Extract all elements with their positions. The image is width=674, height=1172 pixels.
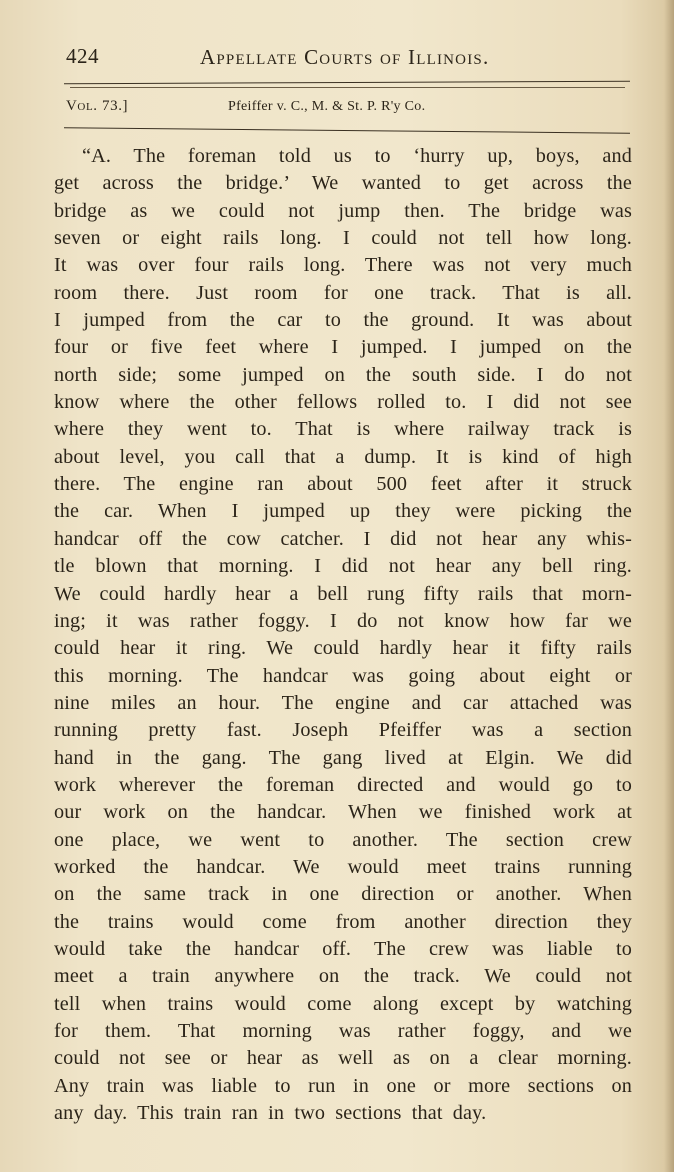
text-line: I jumped from the car to the ground. It was about [54,309,632,332]
text-line: “A. The foreman told us to ‘hurry up, boys, and [82,145,632,167]
text-line: hand in the gang. The gang lived at Elgin. We did [54,746,632,769]
text-line: four or five feet where I jumped. I jumped on the [54,336,632,359]
text-line: north side; some jumped on the south side. I do not [54,363,632,386]
text-line: could hear it ring. We could hardly hear it fifty rails [54,637,632,660]
text-line: there. The engine ran about 500 feet after it struck [54,473,632,496]
text-line: for them. That morning was rather foggy, and we [54,1020,632,1042]
text-line: one place, we went to another. The section crew [54,828,632,851]
text-line: know where the other fellows rolled to. I did not see [54,391,632,414]
text-line: running pretty fast. Joseph Pfeiffer was a section [54,719,632,742]
text-line: would take the handcar off. The crew was liable to [54,937,632,960]
text-line: We could hardly hear a bell rung fifty rails that morn- [54,582,632,605]
text-line: It was over four rails long. There was not very much [54,254,632,277]
text-line: worked the handcar. We would meet trains running [54,855,632,878]
text-line: Any train was liable to run in one or more sections on [54,1074,632,1097]
text-line: ing; it was rather foggy. I do not know how far we [54,609,632,632]
testimony-text [54,143,632,1127]
text-line: the car. When I jumped up they were picking the [54,500,632,523]
header-rule-thin [70,87,625,88]
text-line: room there. Just room for one track. That is all. [54,281,632,304]
text-line: tell when trains would come along except by watching [54,992,632,1015]
page-edge-shadow [664,0,674,1172]
text-line: could not see or hear as well as on a clear morning. [54,1047,632,1070]
running-head [66,44,626,74]
text-line: the trains would come from another direction they [54,910,632,933]
text-line: get across the bridge.’ We wanted to get across the [54,172,632,195]
text-line: seven or eight rails long. I could not tell how long. [54,227,632,250]
text-line: this morning. The handcar was going about eight or [54,664,632,687]
running-head-title: Appellate Courts of Illinois. [200,45,490,69]
text-line: handcar off the cow catcher. I did not hear any whis- [54,527,632,550]
volume-label: Vol. 73.] [66,98,129,114]
case-title: Pfeiffer v. C., M. & St. P. R'y Co. [228,99,426,114]
text-line: on the same track in one direction or another. When [54,883,632,906]
text-line: our work on the handcar. When we finished work at [54,801,632,824]
text-line: work wherever the foreman directed and would go to [54,773,632,796]
text-line: bridge as we could not jump then. The bridge was [54,199,632,222]
header-rule-top [64,81,630,84]
case-citation-line [66,98,626,122]
text-line: any day. This train ran in two sections that day. [54,1102,487,1125]
text-line: where they went to. That is where railway track is [54,418,632,441]
text-line: about level, you call that a dump. It is kind of high [54,445,632,468]
text-line: nine miles an hour. The engine and car attached was [54,691,632,714]
text-line: meet a train anywhere on the track. We could not [54,965,632,988]
page-number: 424 [66,44,99,68]
text-line: tle blown that morning. I did not hear any bell ring. [54,555,632,578]
header-rule-bottom [64,127,630,133]
